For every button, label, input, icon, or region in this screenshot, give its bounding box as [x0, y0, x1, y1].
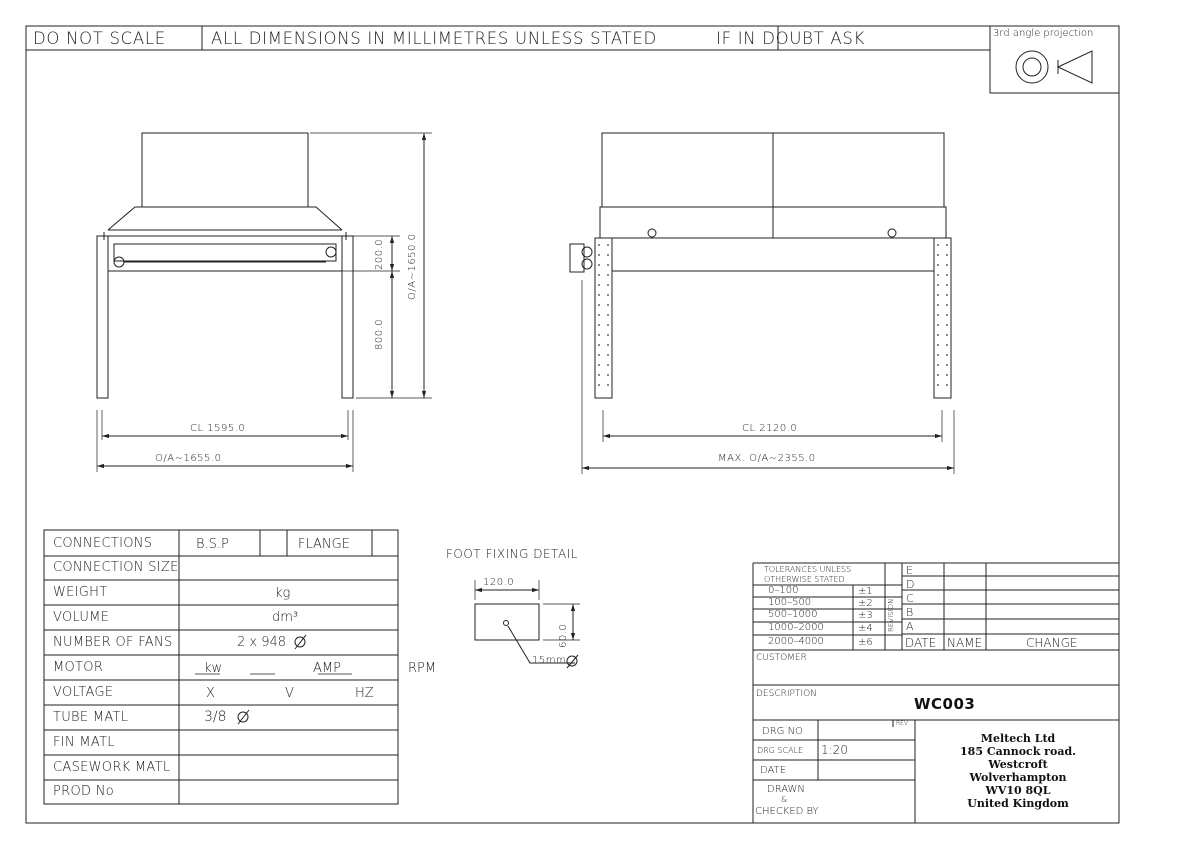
revision-letter: A: [906, 620, 914, 633]
drg-no-label: DRG NO: [762, 726, 803, 737]
projection-label: 3rd angle projection: [993, 28, 1094, 39]
motor-amp: AMP: [313, 661, 341, 676]
fans-label: NUMBER OF FANS: [53, 635, 173, 650]
tolerance-title-1: TOLERANCES UNLESS: [764, 565, 852, 574]
tolerance-value: ±2: [858, 598, 873, 609]
front-max-overall-dimension: MAX. O/A~2355.0: [718, 453, 816, 464]
tolerance-range: 2000–4000: [768, 636, 824, 647]
tube-label: TUBE MATL: [53, 710, 129, 725]
revision-letter: D: [906, 578, 915, 591]
if-in-doubt-note: IF IN DOUBT ASK: [716, 29, 866, 48]
revision-letter: E: [906, 564, 913, 577]
front-cl-dimension: CL 2120.0: [742, 423, 798, 434]
company-line: 185 Cannock road.: [960, 745, 1076, 758]
foot-hole-dimension: 15mm: [532, 655, 567, 666]
prod-label: PROD No: [53, 784, 115, 799]
revision-letter: B: [906, 606, 914, 619]
checked-by-label: CHECKED BY: [755, 806, 819, 817]
date-label: DATE: [760, 765, 787, 776]
weight-unit: kg: [275, 586, 291, 601]
casework-label: CASEWORK MATL: [53, 760, 171, 775]
tolerance-range: 0–100: [768, 585, 799, 596]
tolerance-range: 500–1000: [768, 609, 818, 620]
foot-detail-title: FOOT FIXING DETAIL: [446, 547, 578, 561]
height-200-dimension: 200.0: [374, 238, 385, 270]
leg-perforations: [598, 244, 948, 386]
ampersand-label: &: [781, 795, 788, 804]
company-line: Wolverhampton: [969, 771, 1067, 784]
motor-rpm: RPM: [408, 661, 437, 676]
voltage-hz: HZ: [355, 686, 374, 701]
foot-height-dimension: 60.0: [558, 623, 569, 648]
voltage-v: V: [285, 686, 294, 701]
change-header: CHANGE: [1026, 636, 1078, 650]
side-overall-dimension: O/A~1655.0: [155, 453, 222, 464]
tolerance-value: ±1: [858, 586, 873, 597]
voltage-label: VOLTAGE: [53, 685, 114, 700]
side-view: [97, 133, 432, 472]
company-line: Meltech Ltd: [980, 732, 1056, 745]
motor-kw: kw: [204, 661, 223, 676]
date-header: DATE: [905, 636, 937, 650]
tolerance-value: ±3: [858, 610, 873, 621]
tolerance-range: 100–500: [768, 597, 812, 608]
foot-width-dimension: 120.0: [483, 577, 515, 588]
tolerance-title-2: OTHERWISE STATED: [764, 575, 845, 584]
drg-scale-value: 1:20: [821, 743, 848, 757]
fin-label: FIN MATL: [53, 735, 115, 750]
tolerance-range: 1000–2000: [768, 622, 824, 633]
description-label: DESCRIPTION: [756, 689, 817, 699]
rev-label: REV: [896, 720, 909, 727]
motor-label: MOTOR: [53, 660, 104, 675]
revision-letter: C: [906, 592, 914, 605]
height-800-dimension: 800.0: [374, 318, 385, 350]
tolerance-value: ±6: [858, 637, 873, 648]
dimensions-note: ALL DIMENSIONS IN MILLIMETRES UNLESS STATED: [211, 29, 657, 48]
tube-value: 3/8: [204, 709, 227, 725]
drg-scale-label: DRG SCALE: [757, 746, 804, 755]
height-overall-dimension: O/A~1650.0: [407, 233, 418, 300]
revision-label: REVISION: [887, 598, 895, 632]
company-line: WV10 8QL: [985, 784, 1051, 797]
description-value: WC003: [914, 695, 976, 713]
customer-label: CUSTOMER: [756, 653, 807, 663]
connections-label: CONNECTIONS: [53, 536, 153, 551]
do-not-scale-note: DO NOT SCALE: [33, 29, 166, 48]
company-line: United Kingdom: [967, 797, 1069, 810]
volume-label: VOLUME: [53, 610, 110, 625]
connections-flange: FLANGE: [298, 537, 350, 552]
connections-bsp: B.S.P: [196, 537, 229, 552]
voltage-x: X: [206, 686, 215, 701]
volume-unit: dm³: [272, 610, 299, 625]
weight-label: WEIGHT: [53, 585, 108, 600]
name-header: NAME: [947, 636, 983, 650]
drawn-label: DRAWN: [767, 784, 805, 795]
company-line: Westcroft: [988, 758, 1048, 771]
tolerance-value: ±4: [858, 623, 873, 634]
fans-value: 2 x 948: [237, 635, 287, 650]
side-cl-dimension: CL 1595.0: [190, 423, 246, 434]
connection-size-label: CONNECTION SIZE: [53, 560, 179, 575]
